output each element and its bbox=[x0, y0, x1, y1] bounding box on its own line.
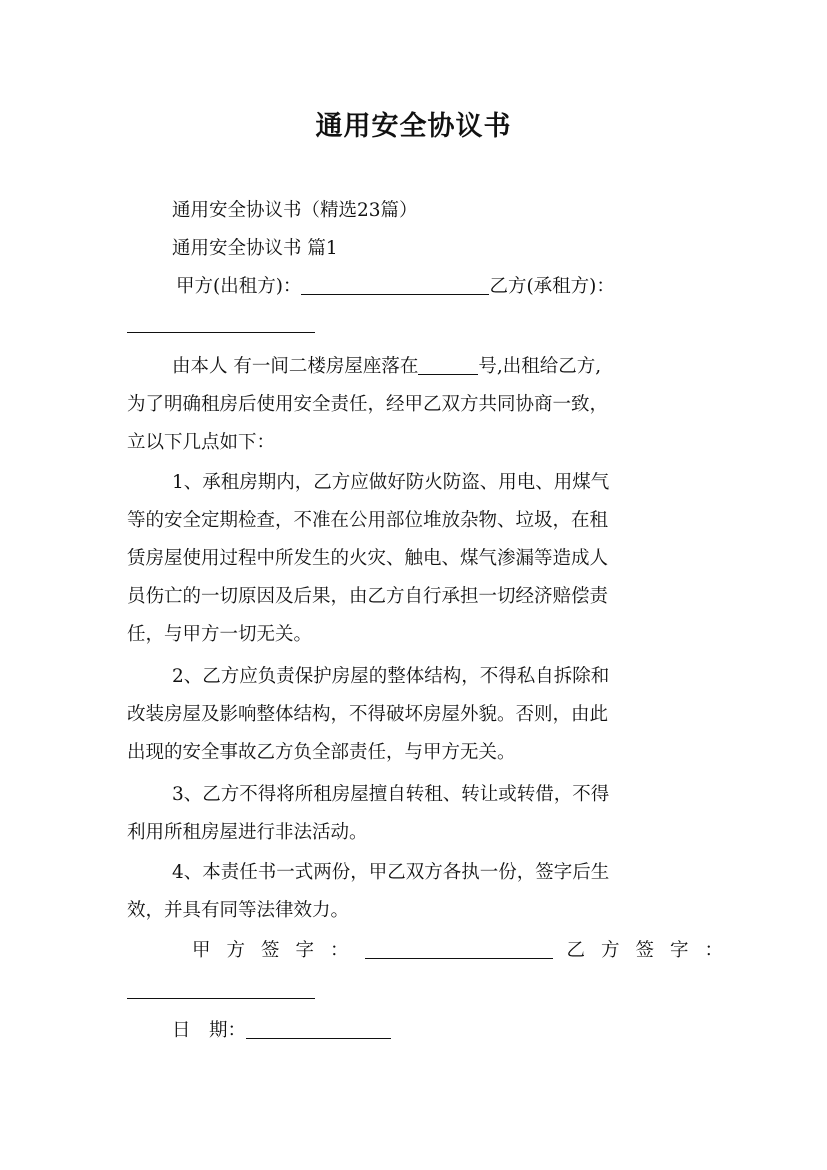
clause4-line-2: 效，并具有同等法律效力。 bbox=[127, 900, 350, 921]
sign-a-blank bbox=[365, 936, 553, 959]
intro-line-3: 立以下几点如下： bbox=[127, 432, 276, 453]
party-b-blank-line bbox=[127, 306, 707, 344]
intro-line-1 bbox=[172, 348, 707, 386]
clause1-line-2: 等的安全定期检查，不准在公用部位堆放杂物、垃圾，在租 bbox=[127, 510, 609, 531]
clause1-line-4: 员伤亡的一切原因及后果，由乙方自行承担一切经济赔偿责 bbox=[127, 586, 609, 607]
clause3-line-2: 利用所租房屋进行非法活动。 bbox=[127, 822, 368, 843]
party-a-blank bbox=[301, 272, 489, 295]
party-b-label: 乙方(承租方)： bbox=[489, 276, 615, 297]
clause1-line-5: 任，与甲方一切无关。 bbox=[127, 624, 313, 645]
clause1-line-3: 赁房屋使用过程中所发生的火灾、触电、煤气渗漏等造成人 bbox=[127, 548, 609, 569]
date-label: 日 期： bbox=[172, 1020, 247, 1041]
clause2-line-1: 2、乙方应负责保护房屋的整体结构，不得私自拆除和 bbox=[172, 666, 610, 687]
clause2-line-2: 改装房屋及影响整体结构，不得破坏房屋外貌。否则，由此 bbox=[127, 704, 609, 725]
document-subtitle: 通用安全协议书（精选23篇） bbox=[172, 200, 418, 221]
party-b-blank bbox=[127, 310, 315, 333]
clause2-line-3: 出现的安全事故乙方负全部责任，与甲方无关。 bbox=[127, 742, 516, 763]
date-blank bbox=[246, 1016, 391, 1039]
date-line bbox=[172, 1012, 707, 1050]
intro-part-2: 号,出租给乙方, bbox=[478, 356, 602, 377]
sign-b-blank bbox=[127, 976, 315, 999]
sign-b-blank-line bbox=[127, 972, 707, 1010]
clause1-line-1: 1、承租房期内，乙方应做好防火防盗、用电、用煤气 bbox=[172, 472, 610, 493]
intro-part-1: 由本人 有一间二楼房屋座落在 bbox=[172, 356, 419, 377]
article-heading: 通用安全协议书 篇1 bbox=[172, 238, 338, 259]
party-a-label: 甲方(出租方)： bbox=[176, 276, 302, 297]
document-title: 通用安全协议书 bbox=[315, 111, 512, 142]
parties-line bbox=[176, 268, 711, 306]
signature-line bbox=[192, 932, 740, 970]
address-blank bbox=[418, 352, 478, 375]
sign-b-label: 乙方签字： bbox=[566, 940, 740, 961]
clause3-line-1: 3、乙方不得将所租房屋擅自转租、转让或转借，不得 bbox=[172, 784, 610, 805]
intro-line-2: 为了明确租房后使用安全责任，经甲乙双方共同协商一致， bbox=[127, 394, 609, 415]
sign-a-label: 甲方签字： bbox=[192, 940, 365, 961]
clause4-line-1: 4、本责任书一式两份，甲乙双方各执一份，签字后生 bbox=[172, 862, 610, 883]
